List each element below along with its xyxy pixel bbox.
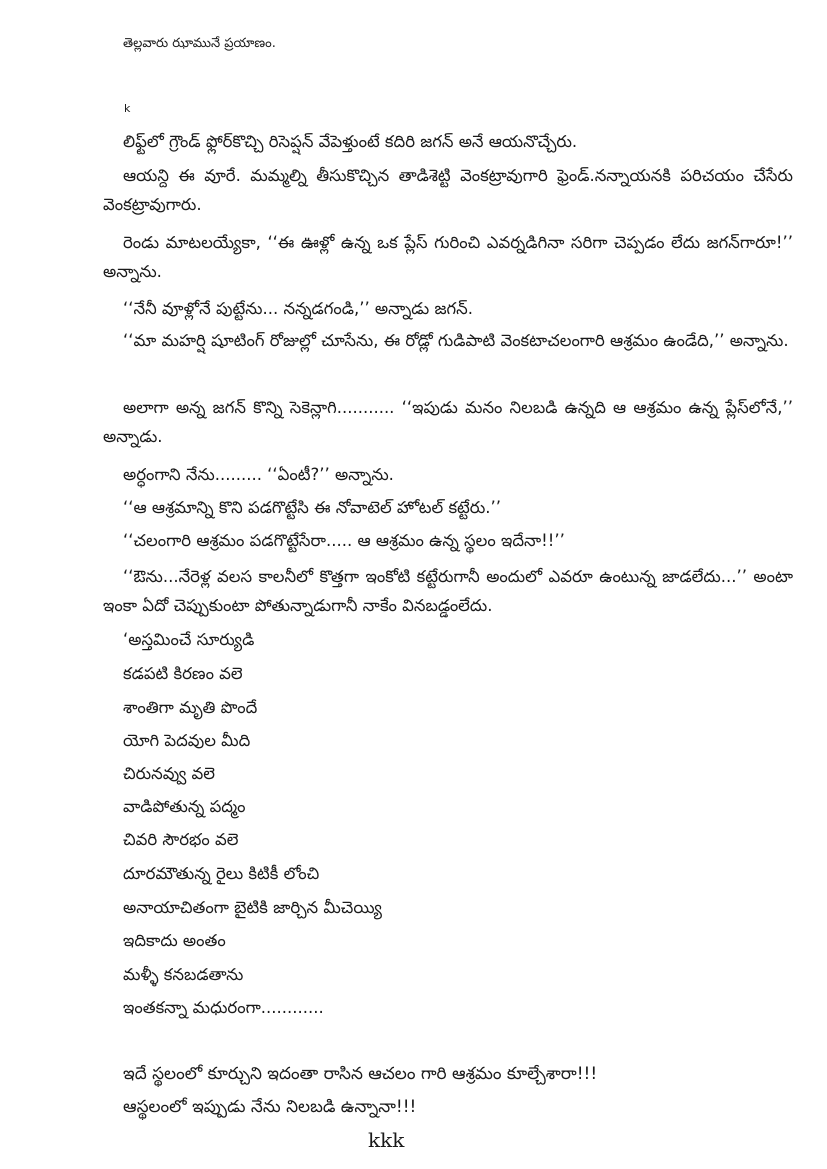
paragraph: అలాగా అన్న జగన్ కొన్ని సెకెన్లాగి........... ‘‘ఇపుడు మనం నిలబడి ఉన్నది ఆ ఆశ్రమం ఉన్న ప్లేస్‌లోనే,’’ అన్నాడు. — [103, 398, 793, 446]
verse-line: ‘అస్తమించే సూర్యుడి — [123, 630, 255, 649]
paragraph: ‘‘నేనీ వూళ్లోనే పుట్టేను... నన్నడగండి,’’ అన్నాడు జగన్. — [123, 299, 473, 318]
paragraph: ఆయన్ది ఈ వూరే. మమ్మల్ని తీసుకొచ్చిన తాడిశెట్టి వెంకట్రావుగారి ఫ్రెండ్.నన్నాయనకి పరిచయం చేసేరు వెంకట్రావుగారు. — [103, 166, 793, 214]
verse-line: దూరమౌతున్న రైలు కిటికీ లోంచి — [123, 864, 320, 883]
end-mark: kkk — [368, 1128, 405, 1152]
paragraph: అర్ధంగాని నేను......... ‘‘ఏంటీ?’’ అన్నాను. — [123, 465, 394, 484]
verse-line: శాంతిగా మృతి పొందే — [123, 698, 258, 717]
verse-line: యోగి పెదవుల మీది — [123, 731, 251, 750]
page-header: తెల్లవారు ఝామునే ప్రయాణం. — [123, 36, 276, 51]
paragraph: ‘‘చలంగారి ఆశ్రమం పడగొట్టేసేరా..... ఆ ఆశ్రమం ఉన్న స్థలం ఇదేనా!!’’ — [123, 531, 565, 550]
paragraph: ‘‘ఔను...నేరెళ్ల వలస కాలనీలో కొత్తగా ఇంకోటి కట్టేరుగానీ అందులో ఎవరూ ఉంటున్న జాడలేదు...’’ అంటా ఇంకా ఏదో చెప్పుకుంటా పోతున్నాడుగానీ నాకేం వినబడ్డంలేదు. — [103, 567, 793, 615]
verse-line: చిరునవ్వు వలె — [123, 764, 215, 783]
verse-line: వాడిపోతున్న పద్మం — [123, 797, 246, 816]
paragraph: లిఫ్ట్‌లో గ్రౌండ్ ఫ్లోర్‌కొచ్చి రిసెప్షన్ వేపెళ్తుంటే కదిరి జగన్ అనే ఆయనొచ్చేరు. — [123, 132, 578, 151]
paragraph: రెండు మాటలయ్యేకా, ‘‘ఈ ఊళ్లో ఉన్న ఒక ప్లేస్ గురించి ఎవర్నడిగినా సరిగా చెప్పడం లేదు జగన్‌గారూ!’’ అన్నాను. — [103, 233, 793, 281]
verse-line: మళ్ళీ కనబడతాను — [123, 965, 244, 984]
section-mark: k — [124, 102, 131, 115]
closing-line: ఆస్థలంలో ఇప్పుడు నేను నిలబడి ఉన్నానా!!! — [123, 1097, 417, 1117]
verse-line: అనాయాచితంగా బైటికి జార్చిన మీచెయ్యి — [123, 898, 382, 917]
closing-line: ఇదే స్థలంలో కూర్చుని ఇదంతా రాసిన ఆచలం గారి ఆశ్రమం కూల్చేశారా!!! — [123, 1064, 598, 1084]
verse-line: చివరి సౌరభం వలె — [123, 830, 239, 849]
verse-line: ఇంతకన్నా మధురంగా............ — [123, 998, 324, 1017]
paragraph: ‘‘ఆ ఆశ్రమాన్ని కొని పడగొట్టేసి ఈ నోవాటెల్ హోటల్ కట్టేరు.’’ — [123, 498, 502, 517]
verse-line: కడపటి కిరణం వలె — [123, 664, 243, 683]
paragraph: ‘‘మా మహర్షి షూటింగ్ రోజుల్లో చూసేను, ఈ రోడ్లో గుడిపాటి వెంకటాచలంగారి ఆశ్రమం ఉండేది,’’ అన్నాను. — [123, 331, 789, 350]
verse-line: ఇదికాదు అంతం — [123, 931, 226, 950]
